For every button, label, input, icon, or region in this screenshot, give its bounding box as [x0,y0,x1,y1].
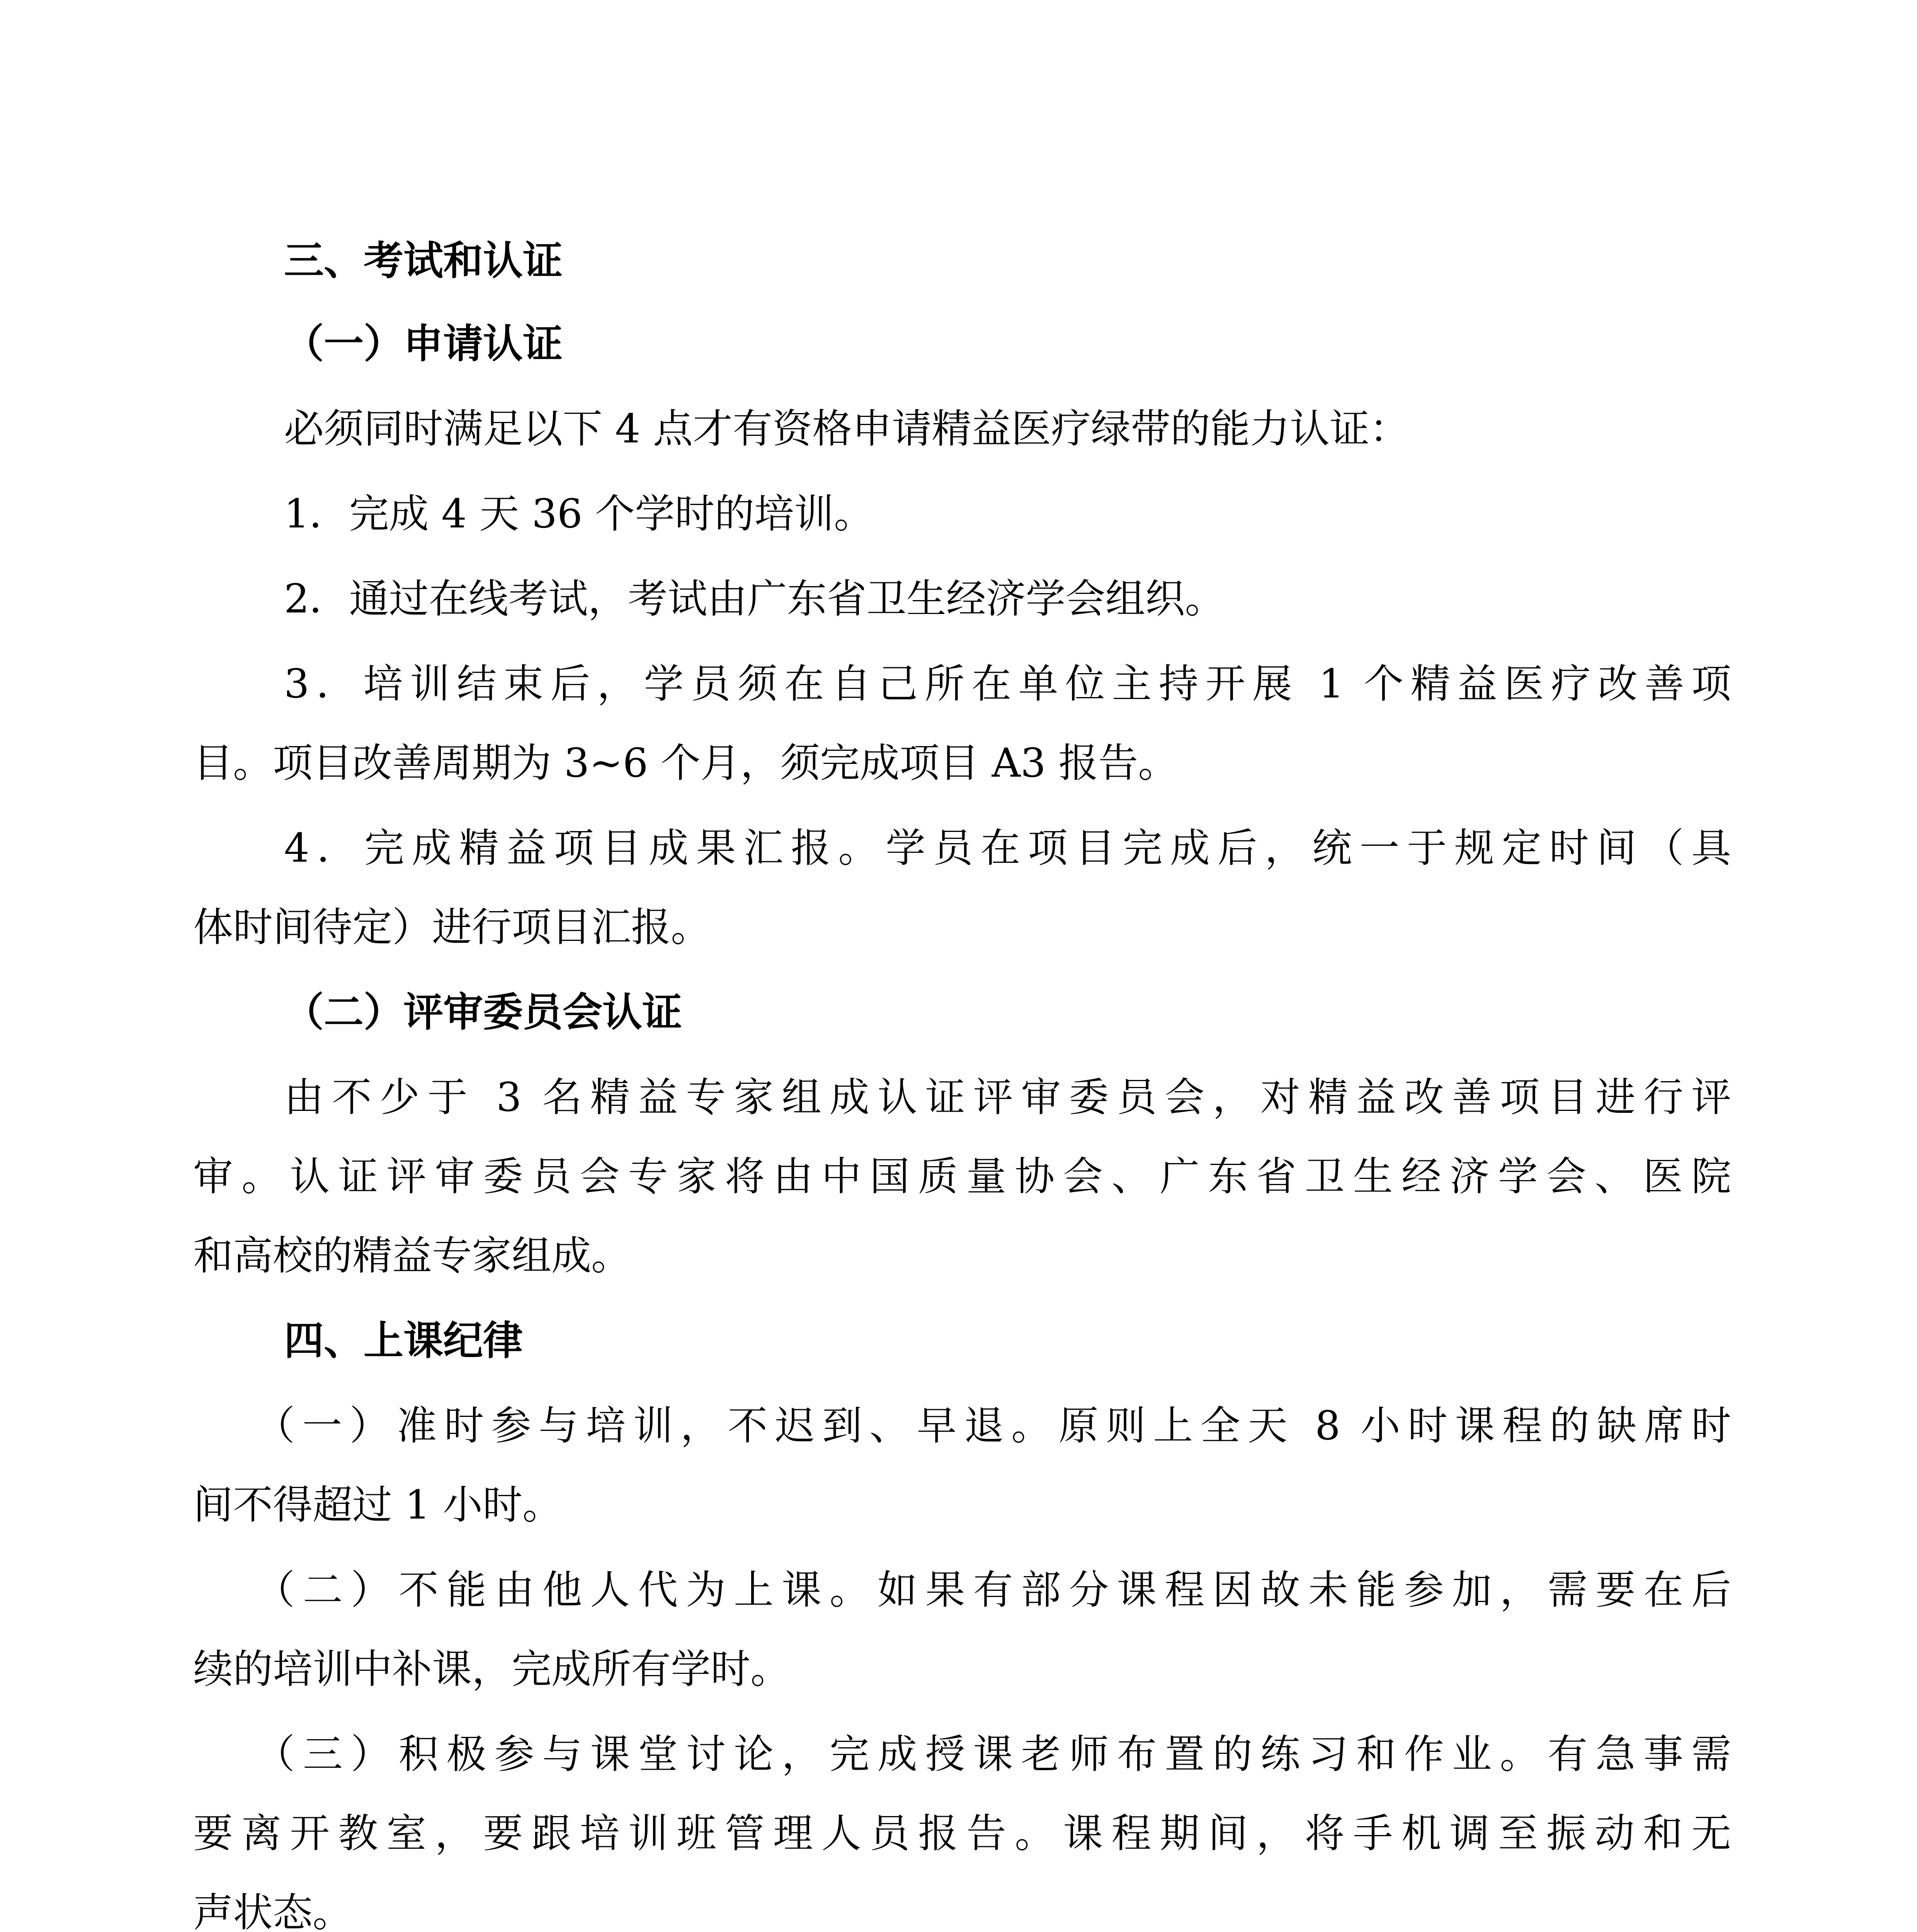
section-4-item-3-line-3: 声状态。 [193,1889,352,1932]
section-4-item-3-line-2: 要离开教室，要跟培训班管理人员报告。课程期间，将手机调至振动和无 [193,1810,1731,1857]
section-3-1-intro: 必须同时满足以下 4 点才有资格申请精益医疗绿带的能力认证： [284,406,1410,452]
section-3-1-item-4-line-1: 4．完成精益项目成果汇报。学员在项目完成后，统一于规定时间（具 [284,825,1731,871]
section-4-item-1-line-2: 间不得超过 1 小时。 [193,1482,563,1528]
section-3-2-paragraph-line-3: 和高校的精益专家组成。 [193,1233,631,1279]
section-3-1-item-2: 2．通过在线考试，考试由广东省卫生经济学会组织。 [284,576,1225,622]
section-4-item-2-line-1: （二）不能由他人代为上课。如果有部分课程因故未能参加，需要在后 [255,1567,1731,1613]
section-3-1-item-3-line-2: 目。项目改善周期为 3~6 个月，须完成项目 A3 报告。 [193,740,1178,786]
section-3-heading: 三、考试和认证 [284,238,563,284]
section-3-1-item-3-line-1: 3．培训结束后，学员须在自己所在单位主持开展 1 个精益医疗改善项 [284,661,1731,707]
section-3-1-item-4-line-2: 体时间待定）进行项目汇报。 [193,904,711,951]
section-3-1-item-1: 1．完成 4 天 36 个学时的培训。 [284,491,874,537]
section-4-item-3-line-1: （三）积极参与课堂讨论，完成授课老师布置的练习和作业。有急事需 [255,1731,1731,1777]
section-4-heading: 四、上课纪律 [284,1318,523,1364]
section-3-2-heading: （二）评审委员会认证 [284,989,682,1036]
section-4-item-2-line-2: 续的培训中补课，完成所有学时。 [193,1646,790,1692]
section-3-1-heading: （一）申请认证 [284,321,563,367]
section-4-item-1-line-1: （一）准时参与培训，不迟到、早退。原则上全天 8 小时课程的缺席时 [255,1403,1731,1449]
section-3-2-paragraph-line-1: 由不少于 3 名精益专家组成认证评审委员会，对精益改善项目进行评 [284,1074,1731,1121]
section-3-2-paragraph-line-2: 审。认证评审委员会专家将由中国质量协会、广东省卫生经济学会、医院 [193,1153,1731,1200]
